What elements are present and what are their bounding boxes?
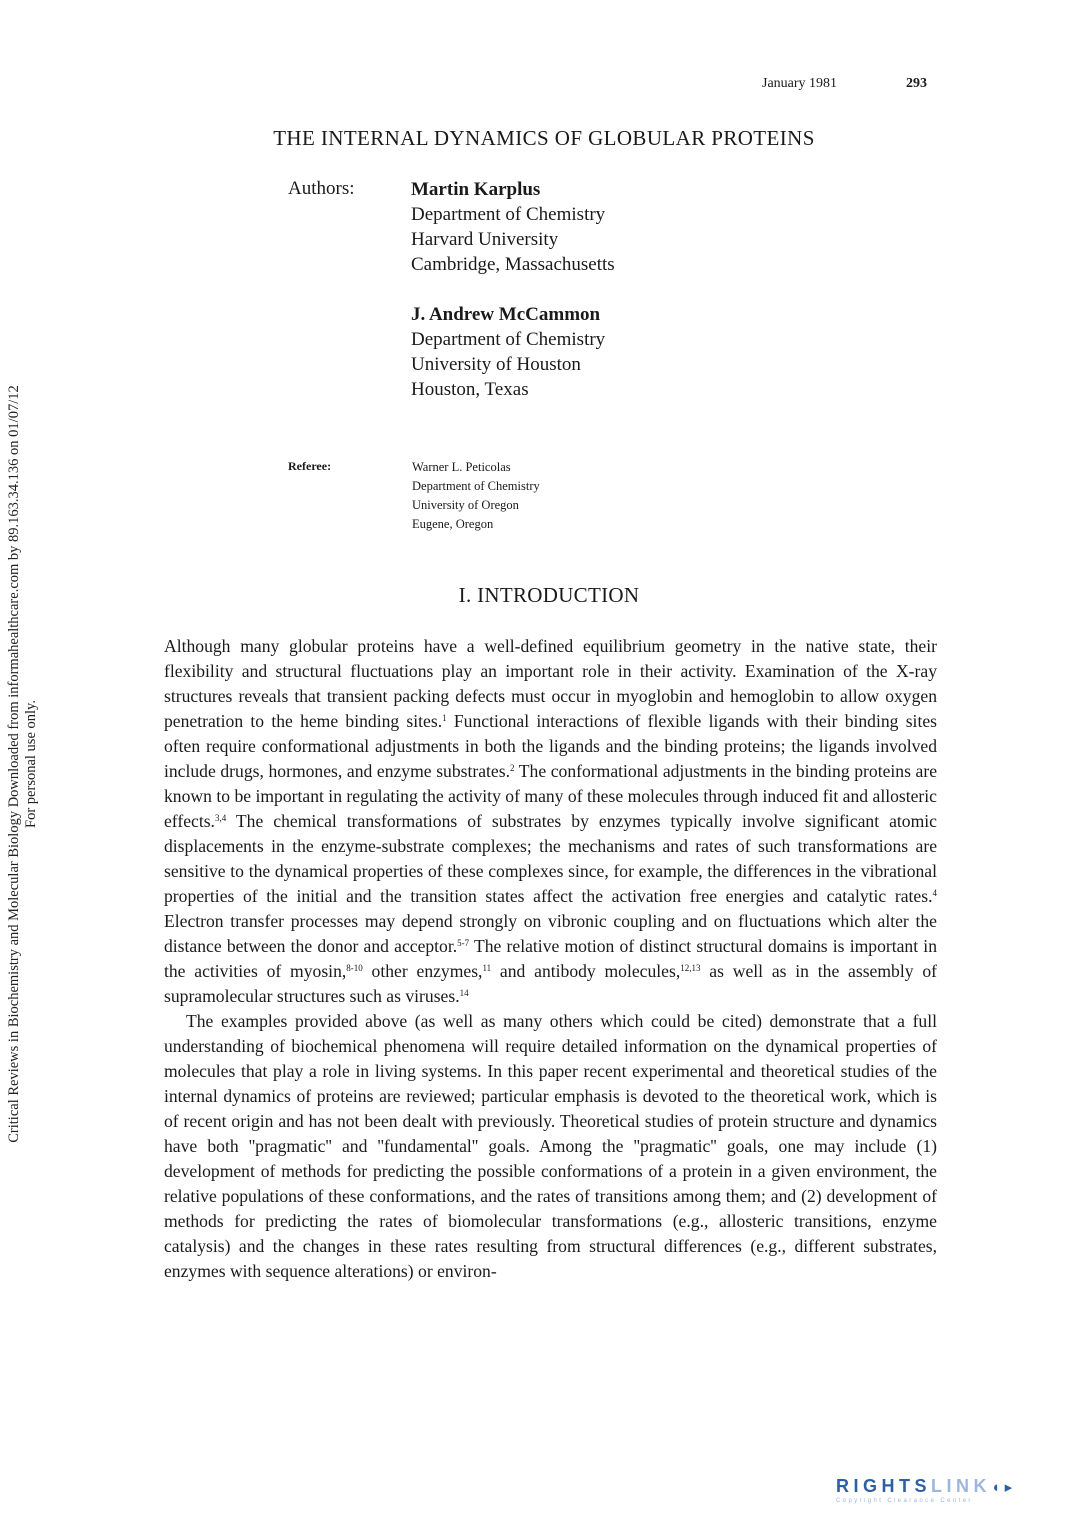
text-run: Functional interactions of flexible ligands with their binding sites often require conformational adjustments in both the ligands and the binding proteins; the ligands involved include drugs, hormones, and enzyme substrates. (164, 711, 937, 781)
watermark-line-1: Critical Reviews in Biochemistry and Molecular Biology Downloaded from informahealthcare.com by 89.163.34.136 on 01/07/12 (6, 385, 22, 1143)
text-run: Although many globular proteins have a well-defined equilibrium geometry in the native state, their flexibility and structural fluctuations play an important role in their activity. Examination of the X-ray structures reveals that transient packing defects must occur in myoglobin and hemoglobin to allow oxygen penetration to the heme binding sites. (164, 636, 937, 731)
footnote-ref[interactable]: 11 (482, 963, 492, 973)
author-location: Houston, Texas (411, 379, 529, 400)
article-title: THE INTERNAL DYNAMICS OF GLOBULAR PROTEINS (273, 126, 815, 150)
footnote-ref[interactable]: 2 (510, 763, 515, 773)
text-run: The conformational adjustments in the binding proteins are known to be important in regulating the activity of many of these molecules through induced fit and allosteric effects. (164, 761, 938, 831)
referee-name: Warner L. Peticolas (412, 460, 511, 474)
logo-text-rights: RIGHTS (836, 1476, 932, 1496)
rightslink-logo[interactable] (836, 1476, 1017, 1504)
author-block-karplus (411, 177, 615, 277)
page-number: 293 (906, 76, 927, 91)
referee-location: Eugene, Oregon (412, 517, 494, 531)
author-location: Cambridge, Massachusetts (411, 254, 615, 275)
download-watermark (6, 324, 54, 1204)
footnote-ref[interactable]: 1 (442, 713, 447, 723)
author-block-mccammon (411, 302, 605, 402)
referee-label: Referee: (288, 459, 332, 473)
body-text (164, 634, 937, 1284)
text-run: as well as in the assembly of supramolecular structures such as viruses. (164, 961, 937, 1006)
author-name: J. Andrew McCammon (411, 304, 601, 325)
author-department: Department of Chemistry (411, 329, 606, 350)
text-run: other enzymes, (362, 961, 483, 981)
author-department: Department of Chemistry (411, 204, 606, 225)
footnote-ref[interactable]: 5-7 (457, 938, 470, 948)
author-institution: University of Houston (411, 354, 581, 375)
logo-subtitle: Copyright Clearance Center (836, 1498, 973, 1504)
logo-text-link: LINK (931, 1476, 992, 1496)
footnote-ref[interactable]: 14 (459, 988, 469, 998)
text-run: Electron transfer processes may depend strongly on vibronic coupling and on fluctuations which alter the distance between the donor and acceptor. (164, 911, 937, 956)
referee-department: Department of Chemistry (412, 479, 540, 493)
footnote-ref[interactable]: 8-10 (346, 963, 363, 973)
referee-institution: University of Oregon (412, 498, 519, 512)
referee-block (412, 458, 540, 534)
paragraph-1 (164, 634, 937, 1009)
paragraph-2: The examples provided above (as well as many others which could be cited) demonstrate that a full understanding of biochemical phenomena will require detailed information on the dynamical properties of molecules that play a role in living systems. In this paper recent experimental and theoretical studies of the internal dynamics of proteins are reviewed; particular emphasis is devoted to the theoretical work, which is of recent origin and has not been dealt with previously. Theoretical studies of protein structure and dynamics have both ''pragmatic'' and ''fundamental'' goals. Among the ''pragmatic'' goals, one may include (1) development of methods for predicting the possible conformations of a protein in a given environment, the relative populations of these conformations, and the rates of transitions among them; and (2) development of methods for predicting the rates of biomolecular transformations (e.g., allosteric transitions, enzyme catalysis) and the changes in these rates resulting from structural differences (e.g., different substrates, enzymes with sequence alterations) or environ- (164, 1011, 937, 1281)
authors-label: Authors: (288, 178, 355, 199)
rightslink-arrow-icon: ◖▸ (991, 1479, 1017, 1496)
footnote-ref[interactable]: 12,13 (680, 963, 701, 973)
watermark-line-2: For personal use only. (23, 700, 39, 828)
text-run: The chemical transformations of substrates by enzymes typically involve significant atomic displacements in the enzyme-substrate complexes; the mechanisms and rates of such transformations are sensitive to the dynamical properties of these complexes since, for example, the differences in the vibrational properties of the initial and the transition states affect the activation free energies and catalytic rates. (164, 811, 937, 906)
text-run: and antibody molecules, (491, 961, 681, 981)
author-institution: Harvard University (411, 229, 559, 250)
footnote-ref[interactable]: 4 (932, 888, 937, 898)
text-run: The relative motion of distinct structural domains is important in the activities of myosin, (164, 936, 937, 981)
author-name: Martin Karplus (411, 179, 541, 200)
section-heading: I. INTRODUCTION (458, 583, 640, 607)
footnote-ref[interactable]: 3,4 (214, 813, 227, 823)
running-header-date: January 1981 (762, 76, 838, 91)
